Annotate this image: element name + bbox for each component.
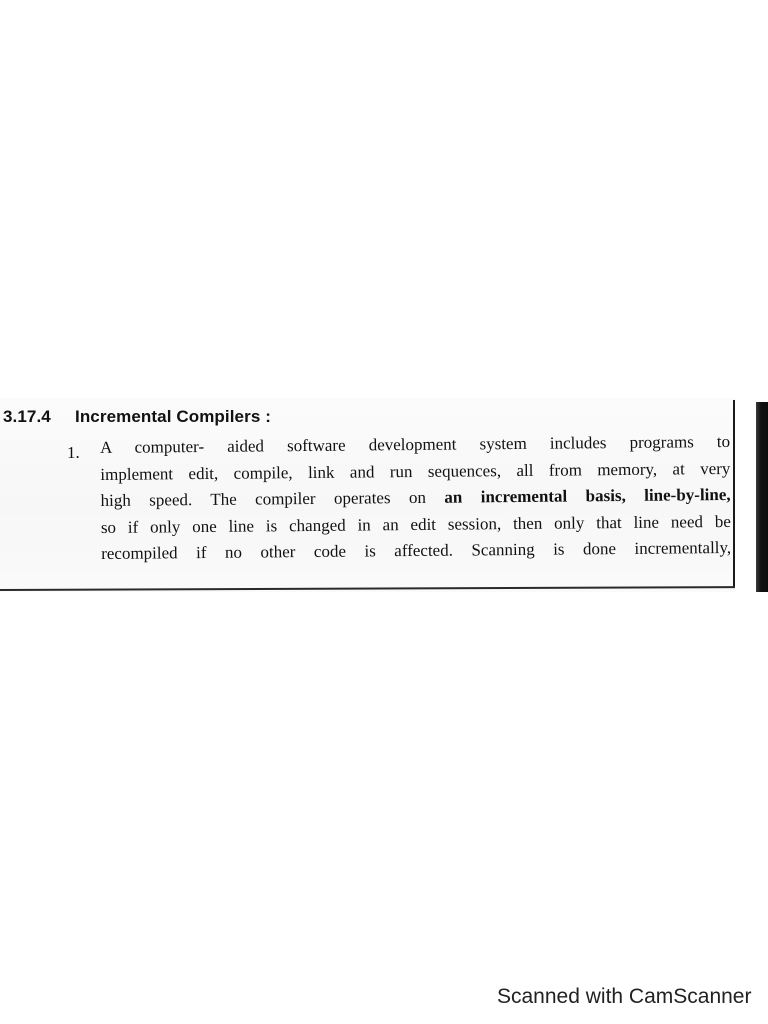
camscanner-watermark: Scanned with CamScanner (497, 985, 752, 1008)
section-title: Incremental Compilers : (75, 407, 271, 426)
book-spine-shadow (756, 402, 768, 592)
section-heading (3, 407, 271, 427)
page-right-border (733, 400, 735, 588)
paragraph-line: recompiled if no other code is affected. Scanning is done incrementally, (101, 537, 732, 563)
paragraph-line: so if only one line is changed in an edit session, then only that line need be (100, 511, 731, 537)
paragraph-line: A computer- aided software development system includes programs to (100, 431, 731, 457)
section-number: 3.17.4 (3, 407, 51, 426)
bold-emphasis: an incremental basis, line-by-line, (444, 484, 731, 507)
paragraph-line: implement edit, compile, link and run sequences, all from memory, at very (100, 458, 731, 484)
list-item-paragraph (100, 429, 731, 568)
list-item-marker: 1. (67, 443, 80, 462)
paragraph-text: high speed. The compiler operates on (100, 487, 445, 510)
